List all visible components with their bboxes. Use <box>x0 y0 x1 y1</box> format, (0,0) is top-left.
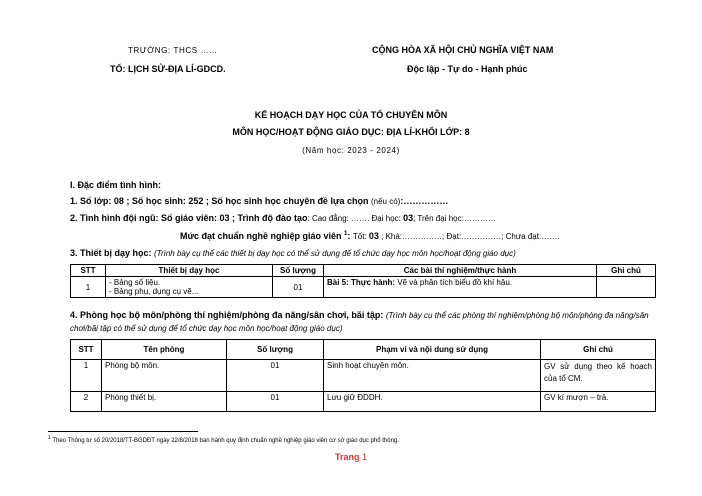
cell-stt: 1 <box>71 360 102 392</box>
cell-room: Phòng thiết bị. <box>102 392 227 412</box>
section3-title: 3. Thiết bị dạy học: <box>70 248 155 258</box>
standard-label: Mức đạt chuẩn nghề nghiệp giáo viên <box>180 231 345 241</box>
device-line: - Bảng số liệu. <box>109 278 161 287</box>
item1-end: :…………… <box>400 196 449 206</box>
standard-good: Tốt: <box>352 232 369 241</box>
lesson-title: Bài 5: Thực hành: <box>327 278 396 287</box>
item2-label: 2. Tình hình đội ngũ: Số giáo viên: 03 ; Trình độ đào tạo <box>70 213 308 223</box>
section1-heading: I. Đặc điểm tình hình: <box>70 180 162 190</box>
table-row <box>71 277 656 298</box>
col-note: Ghi chú <box>541 340 656 360</box>
col-scope: Phạm vi và nội dung sử dụng <box>324 340 541 360</box>
item1-note: (nếu có) <box>370 197 401 206</box>
page-label: Trang <box>334 452 362 462</box>
cell-qty: 01 <box>227 392 324 412</box>
cell-room: Phòng bộ môn. <box>102 360 227 392</box>
group-name: TỔ: LỊCH SỬ-ĐỊA LÍ-GDCD. <box>110 64 226 74</box>
doc-subtitle: MÔN HỌC/HOẠT ĐỘNG GIÁO DỤC: ĐỊA LÍ-KHỐI LỚP: 8 <box>232 127 470 137</box>
section1-standard <box>180 231 559 241</box>
table-header-row <box>71 265 656 277</box>
device-line: - Bảng phụ, dụng cụ vẽ... <box>109 287 199 296</box>
table-header-row <box>71 340 656 360</box>
lesson-desc: Vẽ và phân tích biểu đồ khí hậu. <box>395 278 513 287</box>
col-stt: STT <box>71 265 106 277</box>
item2-bold-b: 03 <box>403 213 414 223</box>
page-number <box>0 452 702 462</box>
doc-title: KẾ HOẠCH DẠY HỌC CỦA TỔ CHUYÊN MÔN <box>254 110 448 120</box>
section4-note: (Trình bày cụ thể các phòng thí nghiệm/phòng bộ môn/phòng đa năng/sân chơi/bãi tập có thể sử dụng để tổ chức dạy học môn học/hoạt động giáo dục) <box>70 311 649 333</box>
section4-title: 4. Phòng học bộ môn/phòng thí nghiệm/phòng đa năng/sân chơi, bãi tập: <box>70 310 386 320</box>
footnote-divider <box>48 431 198 432</box>
cell-stt: 2 <box>71 392 102 412</box>
col-device: Thiết bị dạy học <box>106 265 273 277</box>
school-year: (Năm học: 2023 - 2024) <box>302 146 400 155</box>
section3-note: (Trình bày cụ thể các thiết bị dạy học có thể sử dụng để tổ chức dạy học môn học/hoạt động giáo dục) <box>154 249 516 258</box>
footnote <box>48 435 399 444</box>
standard-rest: ; Khá:……………; Đạt:……………; Chưa đạt:……. <box>378 232 560 241</box>
table-row <box>71 392 656 412</box>
section1-item2 <box>70 213 496 223</box>
standard-good-val: 03 <box>368 231 379 241</box>
cell-note: GV kí mượn – trả. <box>541 392 656 412</box>
cell-qty: 01 <box>227 360 324 392</box>
cell-scope: Lưu giữ ĐDDH. <box>324 392 541 412</box>
page-num: 1 <box>362 452 368 462</box>
col-qty: Số lượng <box>273 265 324 277</box>
col-lessons: Các bài thí nghiệm/thực hành <box>324 265 597 277</box>
equipment-table <box>70 264 656 298</box>
cell-qty: 01 <box>273 277 324 298</box>
cell-note: GV sử dụng theo kế hoạch của tổ CM. <box>541 360 656 392</box>
standard-footnote-ref: 1 <box>344 231 348 237</box>
footnote-number: 1 <box>48 435 51 441</box>
section3-heading <box>70 248 516 258</box>
cell-lesson <box>324 277 597 298</box>
school-name: TRƯỜNG: THCS …… <box>128 46 218 55</box>
rooms-table <box>70 339 656 412</box>
item2-rest-b: ; Trên đại học:………… <box>413 214 496 223</box>
item2-rest-a: : Cao đẳng: ……. Đại học: <box>307 214 404 223</box>
col-qty: Số lượng <box>227 340 324 360</box>
cell-stt: 1 <box>71 277 106 298</box>
cell-note <box>597 277 656 298</box>
col-note: Ghi chú <box>597 265 656 277</box>
footnote-text: Theo Thông tư số 20/2018/TT-BGDĐT ngày 22/8/2018 ban hành quy định chuẩn nghề nghiệp giáo viên cơ sở giáo dục phổ thông. <box>50 438 399 444</box>
motto: Độc lập - Tự do - Hạnh phúc <box>407 64 528 74</box>
col-room: Tên phòng <box>102 340 227 360</box>
col-stt: STT <box>71 340 102 360</box>
cell-scope: Sinh hoạt chuyên môn. <box>324 360 541 392</box>
item1-label: 1. Số lớp: 08 ; Số học sinh: 252 ; Số học sinh học chuyên đề lựa chọn <box>70 196 371 206</box>
section1-item1 <box>70 196 448 206</box>
cell-device <box>106 277 273 298</box>
nation-title: CỘNG HÒA XÃ HỘI CHỦ NGHĨA VIỆT NAM <box>372 45 554 55</box>
table-row <box>71 360 656 392</box>
standard-colon: : <box>347 231 353 241</box>
section4-heading <box>70 309 660 335</box>
